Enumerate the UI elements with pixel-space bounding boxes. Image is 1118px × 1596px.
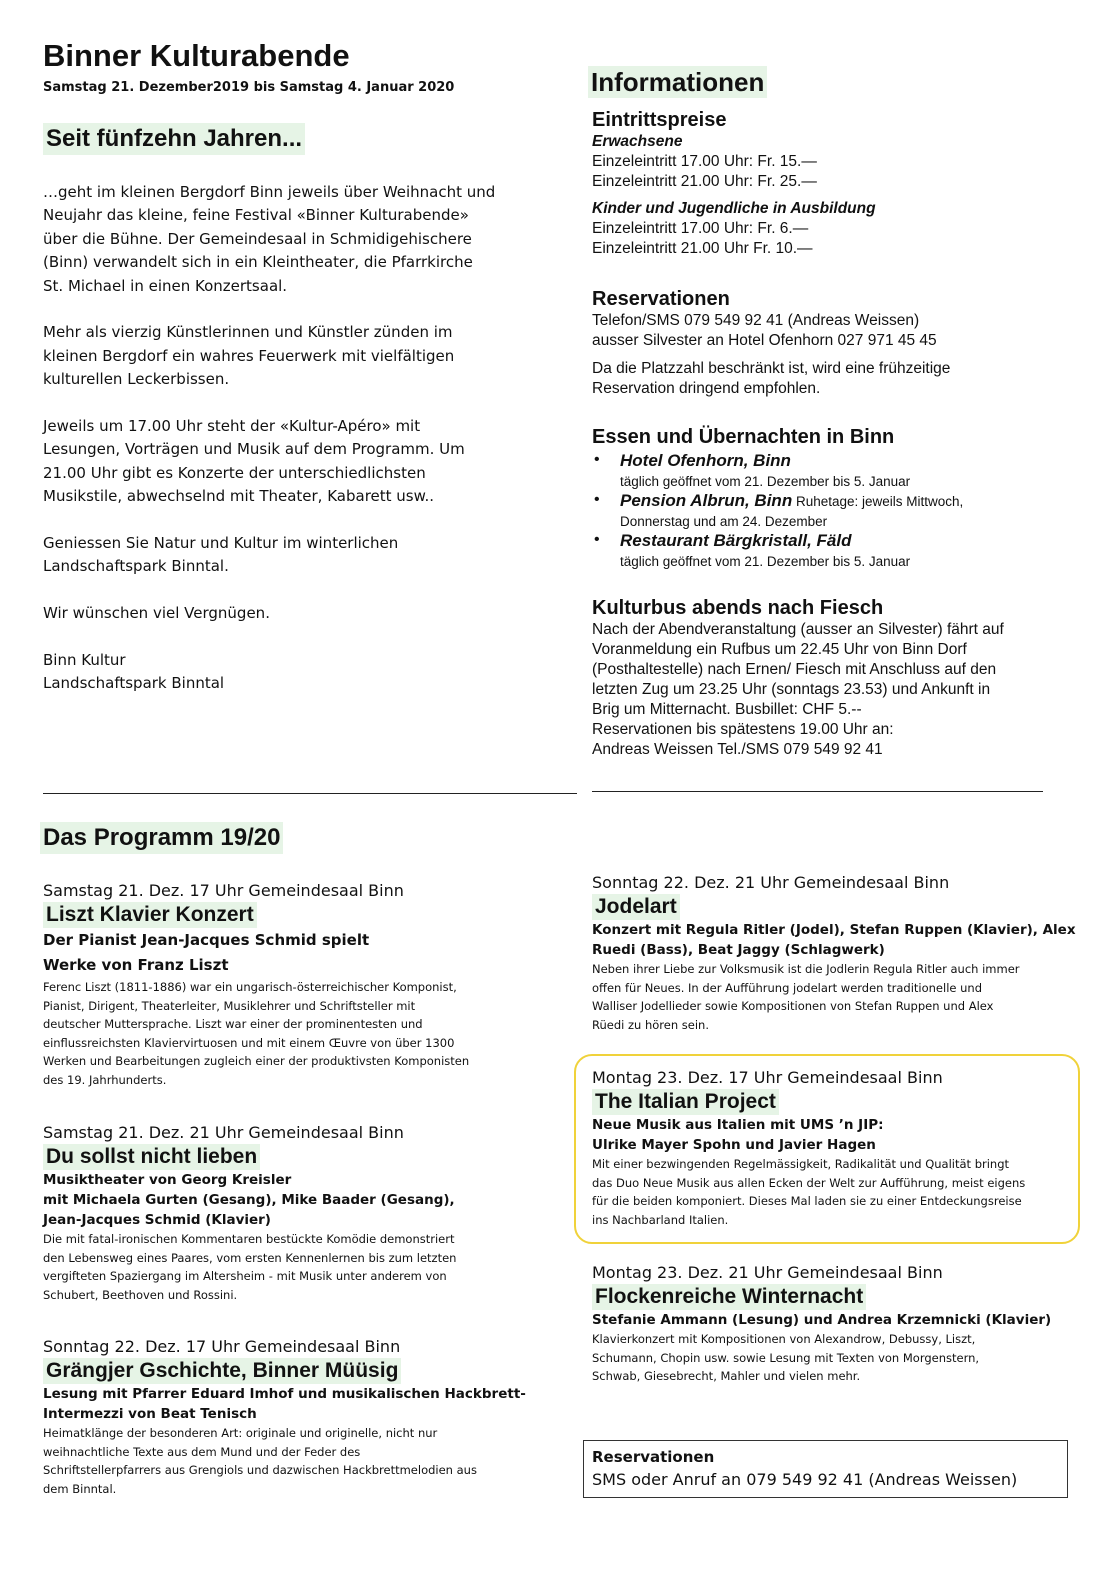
- event-card: [43, 880, 573, 1089]
- intro-line: …geht im kleinen Bergdorf Binn jeweils über Weihnacht und: [43, 183, 496, 201]
- event-title: Jodelart: [592, 894, 680, 920]
- info-heading: [588, 66, 767, 98]
- intro-line: Wir wünschen viel Vergnügen.: [43, 604, 270, 623]
- event-subtitle: Konzert mit Regula Ritler (Jodel), Stefan Ruppen (Klavier), Alex: [592, 922, 1076, 938]
- food-heading: Essen und Übernachten in Binn: [592, 426, 895, 448]
- event-card: [43, 1336, 573, 1498]
- reservation-line: Telefon/SMS 079 549 92 41 (Andreas Weissen): [592, 312, 920, 329]
- reservation-line: ausser Silvester an Hotel Ofenhorn 027 971 45 45: [592, 332, 937, 349]
- page-subtitle: Samstag 21. Dezember2019 bis Samstag 4. Januar 2020: [43, 80, 455, 95]
- food-item-detail: täglich geöffnet vom 21. Dezember bis 5. Januar: [620, 474, 911, 489]
- prices-heading: Eintrittspreise: [592, 109, 727, 131]
- intro-line: Jeweils um 17.00 Uhr steht der «Kultur-Apéro» mit: [43, 417, 421, 436]
- intro-heading: [43, 123, 305, 155]
- event-subtitle: Neue Musik aus Italien mit UMS ’n JIP:: [592, 1117, 884, 1133]
- bus-line: Reservationen bis spätestens 19.00 Uhr an:: [592, 721, 894, 738]
- event-subtitle: Musiktheater von Georg Kreisler: [43, 1172, 292, 1188]
- food-item: [592, 491, 1092, 531]
- event-subtitle: Stefanie Ammann (Lesung) und Andrea Krzemnicki (Klavier): [592, 1312, 1052, 1328]
- intro-line: kleinen Bergdorf ein wahres Feuerwerk mit vielfältigen: [43, 346, 455, 365]
- event-title: Du sollst nicht lieben: [43, 1144, 260, 1170]
- info-heading-text: Informationen: [588, 66, 767, 98]
- event-subtitle: Ruedi (Bass), Beat Jaggy (Schlagwerk): [592, 942, 885, 958]
- event-description: Klavierkonzert mit Kompositionen von Alexandrow, Debussy, Liszt, Schumann, Chopin usw. sowie Lesung mit Texten von Morgenstern, Schwab, Giesebrecht, Mahler und vielen mehr.: [592, 1332, 980, 1383]
- food-item: [592, 531, 1092, 571]
- event-subtitle: Ulrike Mayer Spohn und Javier Hagen: [592, 1137, 876, 1153]
- reservation-note: Da die Platzzahl beschränkt ist, wird eine frühzeitige: [592, 360, 951, 377]
- event-card: [592, 1262, 1092, 1386]
- food-item-name: Restaurant Bärgkristall, Fäld: [620, 531, 852, 550]
- event-title: Grängjer Gschichte, Binner Müüsig: [43, 1358, 401, 1384]
- intro-line: St. Michael in einen Konzertsaal.: [43, 276, 288, 295]
- event-title: Liszt Klavier Konzert: [43, 902, 257, 928]
- reservation-box-heading: Reservationen: [592, 1448, 715, 1466]
- divider-right: [592, 791, 1043, 792]
- intro-line: Geniessen Sie Natur und Kultur im winterlichen: [43, 534, 399, 553]
- divider-left: [43, 793, 577, 794]
- adults-label: Erwachsene: [592, 133, 683, 150]
- price-line: Einzeleintritt 21.00 Uhr: Fr. 25.—: [592, 173, 817, 190]
- bus-line: letzten Zug um 23.25 Uhr (sonntags 23.53) und Ankunft in: [592, 681, 991, 698]
- bus-line: Andreas Weissen Tel./SMS 079 549 92 41: [592, 741, 883, 758]
- info-reservations: [592, 287, 1092, 399]
- program-heading-text: Das Programm 19/20: [40, 822, 283, 854]
- reservation-note: Reservation dringend empfohlen.: [592, 380, 821, 397]
- info-food: [592, 425, 1092, 571]
- program-heading: [40, 822, 283, 854]
- intro-text: [43, 181, 563, 696]
- bus-line: (Posthaltestelle) nach Ernen/ Fiesch mit Anschluss auf den: [592, 661, 997, 678]
- event-date: Sonntag 22. Dez. 17 Uhr Gemeindesaal Binn: [43, 1337, 401, 1356]
- event-subtitle: Lesung mit Pfarrer Eduard Imhof und musikalischen Hackbrett-: [43, 1386, 526, 1402]
- intro-heading-text: Seit fünfzehn Jahren...: [43, 123, 305, 155]
- page-title: Binner Kulturabende: [43, 38, 350, 73]
- intro-line: Landschaftspark Binntal.: [43, 557, 229, 576]
- intro-line: 21.00 Uhr gibt es Konzerte der unterschiedlichsten: [43, 463, 426, 482]
- event-subtitle: mit Michaela Gurten (Gesang), Mike Baader (Gesang),: [43, 1192, 455, 1208]
- intro-line: kulturellen Leckerbissen.: [43, 370, 230, 389]
- signature-line: Binn Kultur: [43, 651, 126, 670]
- reservation-box-text: SMS oder Anruf an 079 549 92 41 (Andreas Weissen): [592, 1470, 1018, 1489]
- event-date: Montag 23. Dez. 21 Uhr Gemeindesaal Binn: [592, 1263, 943, 1282]
- intro-line: Musikstile, abwechselnd mit Theater, Kabarett usw..: [43, 487, 435, 506]
- reservations-heading: Reservationen: [592, 288, 730, 310]
- event-card: [43, 1122, 573, 1304]
- event-title: Flockenreiche Winternacht: [592, 1284, 866, 1310]
- event-subtitle: Intermezzi von Beat Tenisch: [43, 1406, 257, 1422]
- price-line: Einzeleintritt 21.00 Uhr Fr. 10.—: [592, 240, 813, 257]
- info-bus: [592, 596, 1102, 760]
- event-description: Neben ihrer Liebe zur Volksmusik ist die Jodlerin Regula Ritler auch immer offen für Neues. In der Aufführung jodelart werden traditionelle und Walliser Jodellieder sowie Kompositionen von Stefan Ruppen und Alex Rüedi zu hören sein.: [592, 962, 1020, 1032]
- event-description: Ferenc Liszt (1811-1886) war ein ungarisch-österreichischer Komponist, Pianist, Dirigent, Theaterleiter, Musiklehrer und Schriftsteller mit deutscher Muttersprache. Liszt war einer der prominentesten und einflussreichsten Klaviervirtuosen und mit einem Œuvre von über 1300 Werken und Bearbeitungen zugleich einer der produktivsten Komponisten des 19. Jahrhunderts.: [43, 980, 470, 1087]
- bullet-icon: •: [594, 451, 600, 468]
- event-description: Die mit fatal-ironischen Kommentaren bestückte Komödie demonstriert den Lebensweg eines Paares, vom ersten Kennenlernen bis zum letzten vergifteten Spaziergang im Altersheim - mit Musik unter anderem von Schubert, Beethoven und Rossini.: [43, 1232, 457, 1302]
- bus-line: Brig um Mitternacht. Busbillet: CHF 5.--: [592, 701, 862, 718]
- intro-line: Lesungen, Vorträgen und Musik auf dem Programm. Um: [43, 440, 465, 459]
- event-subtitle: Der Pianist Jean-Jacques Schmid spielt: [43, 931, 370, 949]
- event-date: Sonntag 22. Dez. 21 Uhr Gemeindesaal Binn: [592, 873, 950, 892]
- intro-line: (Binn) verwandelt sich in ein Kleintheater, die Pfarrkirche: [43, 253, 473, 272]
- event-description: Mit einer bezwingenden Regelmässigkeit, Radikalität und Qualität bringt das Duo Neue Musik aus allen Ecken der Welt zur Aufführung, meist eigens für die beiden komponiert. Dieses Mal laden sie zu einer Entdeckungsreise ins Nachbarland Italien.: [592, 1157, 1026, 1227]
- kids-label: Kinder und Jugendliche in Ausbildung: [592, 200, 876, 217]
- event-subtitle: Jean-Jacques Schmid (Klavier): [43, 1212, 271, 1228]
- food-item: [592, 451, 1092, 491]
- event-title: The Italian Project: [592, 1089, 779, 1115]
- food-item-detail: Donnerstag und am 24. Dezember: [620, 514, 828, 529]
- food-item-name: Hotel Ofenhorn, Binn: [620, 451, 791, 470]
- event-date: Montag 23. Dez. 17 Uhr Gemeindesaal Binn: [592, 1068, 943, 1087]
- bullet-icon: •: [594, 491, 600, 508]
- signature-line: Landschaftspark Binntal: [43, 674, 225, 693]
- bus-line: Nach der Abendveranstaltung (ausser an Silvester) fährt auf: [592, 621, 1004, 638]
- price-line: Einzeleintritt 17.00 Uhr: Fr. 6.—: [592, 220, 809, 237]
- event-date: Samstag 21. Dez. 17 Uhr Gemeindesaal Binn: [43, 881, 404, 900]
- price-line: Einzeleintritt 17.00 Uhr: Fr. 15.—: [592, 153, 817, 170]
- event-card-featured: [592, 1067, 1072, 1229]
- intro-line: Neujahr das kleine, feine Festival «Binner Kulturabende»: [43, 206, 469, 225]
- event-subtitle: Werke von Franz Liszt: [43, 956, 229, 974]
- intro-line: über die Bühne. Der Gemeindesaal in Schmidigehischere: [43, 229, 472, 248]
- reservation-box: [583, 1440, 1068, 1498]
- bullet-icon: •: [594, 531, 600, 548]
- event-date: Samstag 21. Dez. 21 Uhr Gemeindesaal Binn: [43, 1123, 404, 1142]
- bus-heading: Kulturbus abends nach Fiesch: [592, 597, 884, 619]
- event-card: [592, 872, 1092, 1034]
- info-prices: [592, 108, 1092, 259]
- intro-line: Mehr als vierzig Künstlerinnen und Künstler zünden im: [43, 323, 453, 342]
- food-item-note: Ruhetage: jeweils Mittwoch,: [792, 494, 964, 509]
- food-item-name: Pension Albrun, Binn: [620, 491, 793, 510]
- bus-line: Voranmeldung ein Rufbus um 22.45 Uhr von Binn Dorf: [592, 641, 967, 658]
- food-item-detail: täglich geöffnet vom 21. Dezember bis 5. Januar: [620, 554, 911, 569]
- event-description: Heimatklänge der besonderen Art: originale und originelle, nicht nur weihnachtliche Texte aus dem Mund und der Feder des Schriftstellerpfarrers aus Grengiols und dazwischen Hackbrettmelodien aus dem Binntal.: [43, 1426, 477, 1496]
